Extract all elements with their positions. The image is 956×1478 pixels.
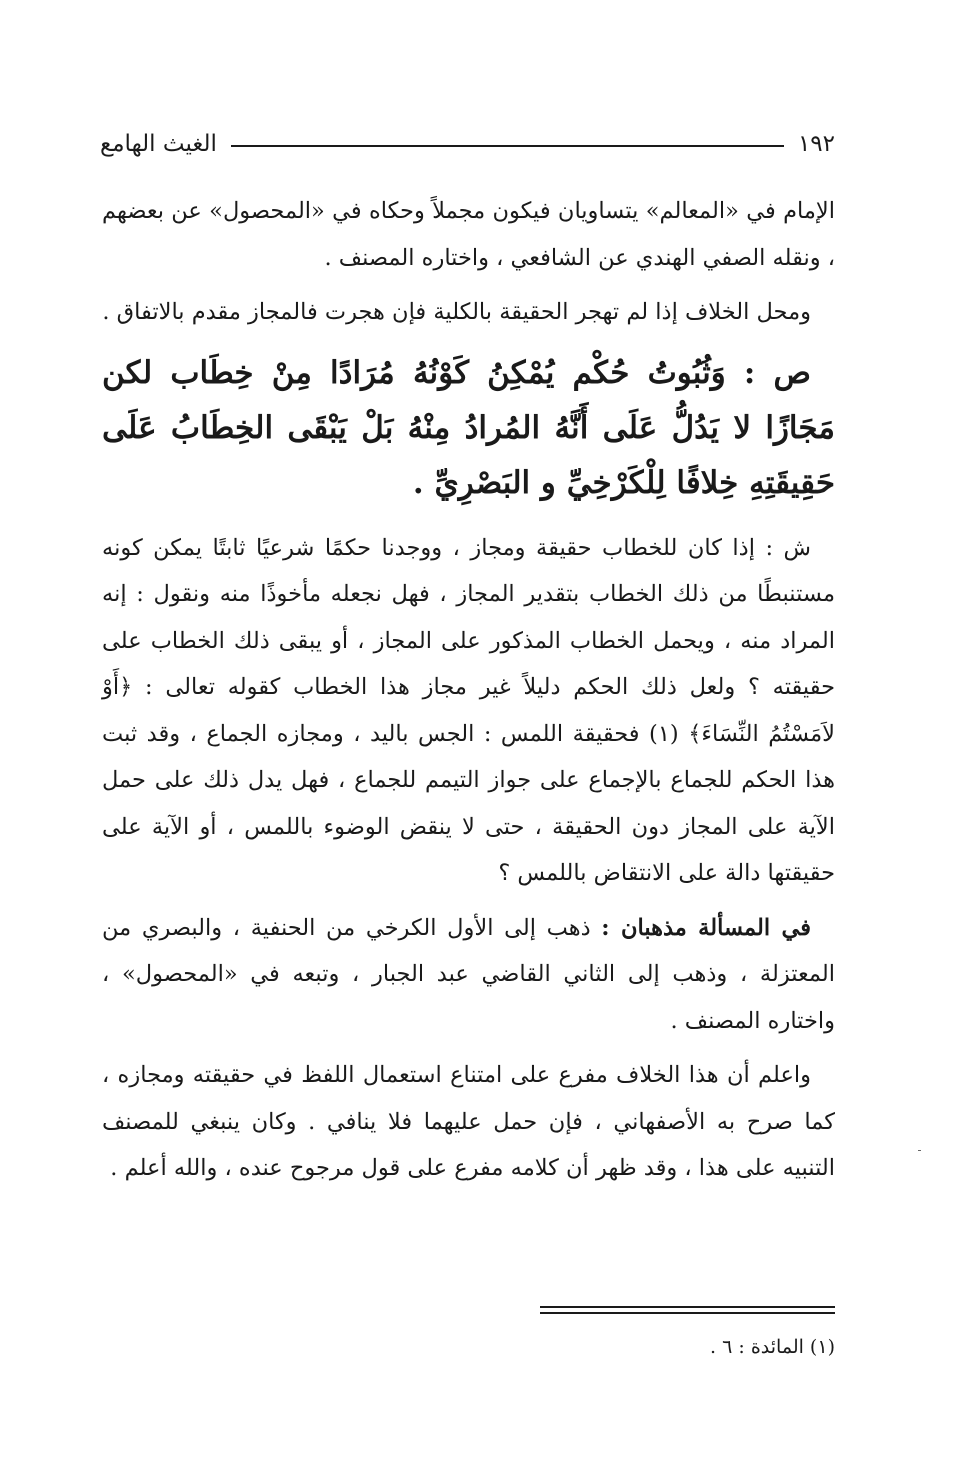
paragraph-continuation: الإمام في «المعالم» يتساويان فيكون مجملاً وحكاه في «المحصول» عن بعضهم ، ونقله الصفي الهندي عن الشافعي ، واختاره المصنف . — [102, 198, 835, 271]
page-header — [100, 124, 835, 164]
madhhab-rest: ذهب إلى الأول الكرخي من الحنفية ، والبصري من المعتزلة ، وذهب إلى الثاني القاضي عبد الجبار ، وتبعه في «المحصول» ، واختاره المصنف . — [102, 914, 835, 1034]
main-text — [102, 188, 835, 1192]
running-title: الغيث الهامع — [100, 131, 217, 157]
madhhab-lead: في المسألة مذهبان : — [601, 914, 811, 941]
matn-text: ص : وَثُبُوتُ حُكْم يُمْكِنُ كَوْنُهُ مُرَادًا مِنْ خِطَاب لكن مَجَازًا لا يَدُلُّ عَلَى أَنَّهُ المُرادُ مِنْهُ بَلْ يَبْقَى الخِطَابُ عَلَى حَقِيقَتِهِ خِلافًا لِلْكَرْخِيِّ و البَصْرِيِّ . — [102, 354, 835, 501]
footnote-rule-bottom — [540, 1312, 835, 1314]
page-number: ١٩٢ — [797, 131, 835, 157]
footnote-rule-top — [540, 1306, 835, 1308]
sharh-paragraph: ش : إذا كان للخطاب حقيقة ومجاز ، ووجدنا حكمًا شرعيًا ثابتًا يمكن كونه مستنبطًا من ذلك الخطاب بتقدير المجاز ، فهل نجعله مأخوذًا منه ونقول : إنه المراد منه ، ويحمل الخطاب المذكور على المجاز ، أو يبقى ذلك الخطاب على حقيقته ؟ ولعل ذلك الحكم دليلاً غير مجاز هذا الخطاب كقوله تعالى : ﴿أَوْ لاَمَسْتُمُ النِّسَاءَ﴾ (١) فحقيقة اللمس : الجس باليد ، ومجازه الجماع ، وقد ثبت هذا الحكم للجماع بالإجماع على جواز التيمم للجماع ، فهل يدل ذلك على حمل الآية على المجاز دون الحقيقة ، حتى لا ينقض الوضوء باللمس ، أو الآية على حقيقتها دالة على الانتقاض باللمس ؟ — [102, 534, 835, 886]
madhhab-paragraph — [102, 905, 835, 1045]
scan-speck — [918, 1150, 921, 1151]
header-rule — [231, 145, 784, 147]
footnote: (١) المائدة : ٦ . — [710, 1336, 835, 1358]
closing-paragraph: واعلم أن هذا الخلاف مفرع على امتناع استعمال اللفظ في حقيقته ومجازه ، كما صرح به الأصفهاني ، فإن حمل عليهما فلا ينافي . وكان ينبغي للمصنف التنبيه على هذا ، وقد ظهر أن كلامه مفرع على قول مرجوح عنده ، والله أعلم . — [102, 1062, 835, 1181]
paragraph-khilaf: ومحل الخلاف إذا لم تهجر الحقيقة بالكلية فإن هجرت فالمجاز مقدم بالاتفاق . — [102, 299, 811, 325]
